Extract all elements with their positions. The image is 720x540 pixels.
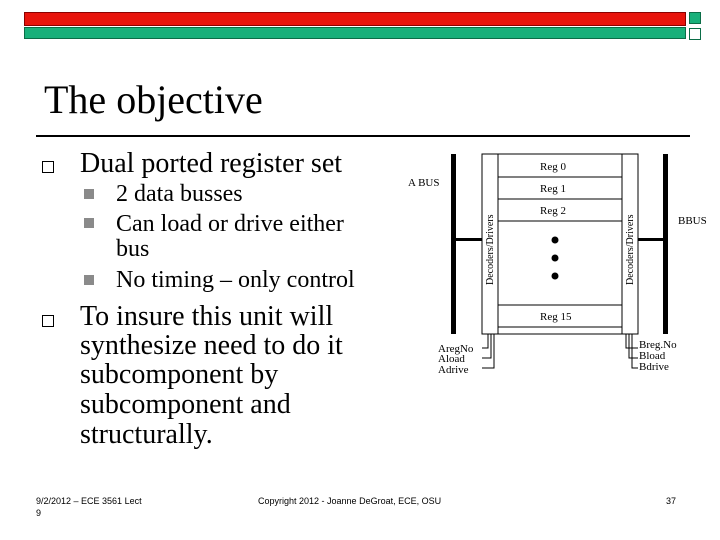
- ellipsis-dot: [552, 237, 559, 244]
- bullet-2-text-line5: structurally.: [80, 419, 213, 450]
- title-rule: [36, 135, 690, 137]
- b-bus-line: [663, 154, 668, 334]
- a-bus-label: A BUS: [408, 177, 440, 189]
- left-decoder-label: Decoders/Drivers: [485, 214, 496, 285]
- ellipsis-dot: [552, 273, 559, 280]
- register-file-box: [482, 154, 638, 334]
- header-square-bottom: [689, 28, 701, 40]
- sub-bullet-3-text: No timing – only control: [116, 267, 355, 293]
- bload-label: Bload: [639, 350, 666, 362]
- bdrive-label: Bdrive: [639, 361, 669, 373]
- adrive-label: Adrive: [438, 364, 469, 376]
- bullet-2-text-line2: synthesize need to do it: [80, 330, 343, 361]
- sub-bullet-marker: [84, 189, 94, 199]
- footer-page-number: 37: [666, 496, 677, 506]
- b-bus-label: BBUS: [678, 215, 707, 227]
- reg-1-label: Reg 1: [540, 183, 566, 195]
- footer-left-line2: 9: [36, 508, 42, 518]
- right-decoder-label: Decoders/Drivers: [625, 214, 636, 285]
- reg-0-label: Reg 0: [540, 161, 566, 173]
- slide-title: The objective: [44, 77, 263, 122]
- a-bus-connector: [456, 238, 482, 241]
- reg-15-label: Reg 15: [540, 311, 572, 323]
- b-bus-connector: [638, 238, 663, 241]
- bullet-2-text-line1: To insure this unit will: [80, 301, 334, 332]
- ellipsis-dot: [552, 255, 559, 262]
- sub-bullet-1-text: 2 data busses: [116, 181, 243, 207]
- areg-no-label: AregNo: [438, 343, 474, 355]
- bullet-1-text: Dual ported register set: [80, 148, 343, 179]
- reg-2-label: Reg 2: [540, 205, 566, 217]
- sub-bullet-marker: [84, 275, 94, 285]
- sub-bullet-2-text-line2: bus: [116, 236, 150, 262]
- a-bus-line: [451, 154, 456, 334]
- header-red-bar: [24, 12, 686, 26]
- register-file-diagram: [400, 148, 715, 378]
- bullet-2-text-line4: subcomponent and: [80, 389, 291, 420]
- footer-copyright: Copyright 2012 - Joanne DeGroat, ECE, OSU: [258, 496, 442, 506]
- footer-left-line1: 9/2/2012 – ECE 3561 Lect: [36, 496, 142, 506]
- breg-no-label: Breg.No: [639, 339, 677, 351]
- sub-bullet-marker: [84, 218, 94, 228]
- header-square-top: [689, 12, 701, 24]
- aload-label: Aload: [438, 353, 465, 365]
- bullet-2-text-line3: subcomponent by: [80, 359, 279, 390]
- header-green-bar: [24, 27, 686, 39]
- bullet-marker: [42, 315, 54, 327]
- bullet-marker: [42, 161, 54, 173]
- sub-bullet-2-text-line1: Can load or drive either: [116, 211, 344, 237]
